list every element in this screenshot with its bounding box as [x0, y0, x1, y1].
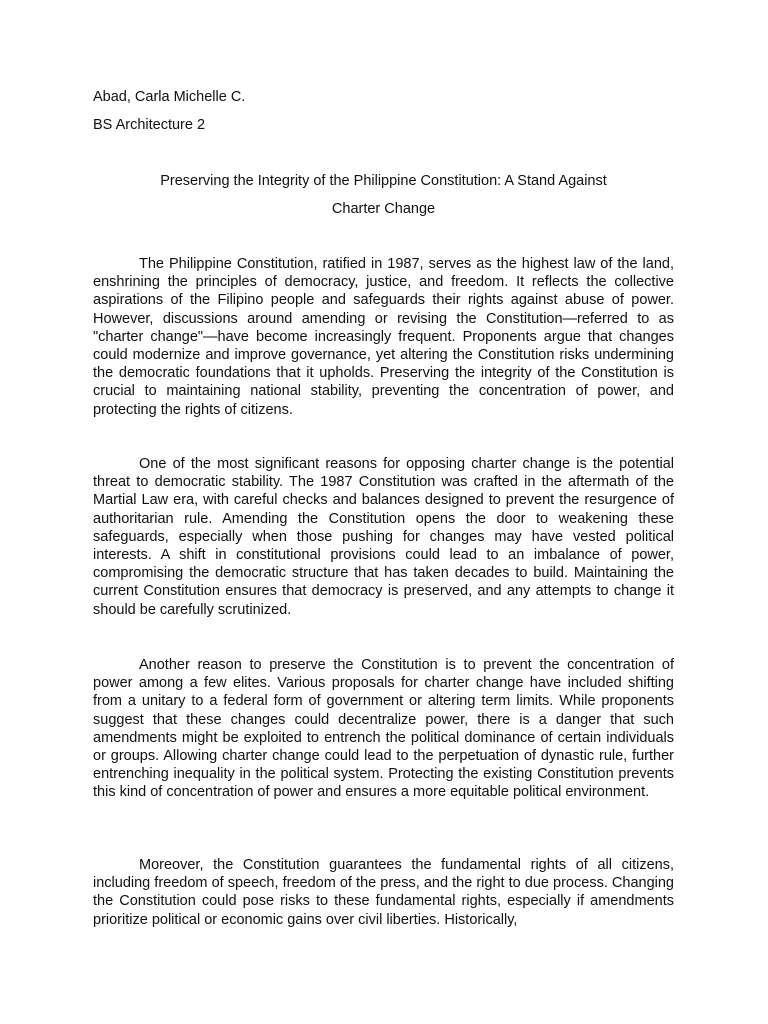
paragraph-2: One of the most significant reasons for opposing charter change is the potential threat to democratic stability. The 1987 Constitution was crafted in the aftermath of the Martial Law era, with careful checks and balances designed to prevent the resurgence of authoritarian rule. Amending the Constitution opens the door to weakening these safeguards, especially when those pushing for changes may have vested political interests. A shift in constitutional provisions could lead to an imbalance of power, compromising the democratic structure that has taken decades to build. Maintaining the current Constitution ensures that democracy is preserved, and any attempts to change it should be carefully scrutinized. — [93, 456, 674, 618]
paragraph-4: Moreover, the Constitution guarantees the fundamental rights of all citizens, including freedom of speech, freedom of the press, and the right to due process. Changing the Constitution could pose risks to these fundamental rights, especially if amendments prioritize political or economic gains over civil liberties. Historically, — [93, 857, 674, 928]
essay-title-line-1: Preserving the Integrity of the Philippine Constitution: A Stand Against — [160, 173, 607, 189]
author-name: Abad, Carla Michelle C. — [93, 89, 246, 105]
program-year: BS Architecture 2 — [93, 117, 206, 133]
paragraph-3: Another reason to preserve the Constitution is to prevent the concentration of power among a few elites. Various proposals for charter change have included shifting from a unitary to a federal form of government or altering term limits. While proponents suggest that these changes could decentralize power, there is a danger that such amendments might be exploited to entrench the political dominance of certain individuals or groups. Allowing charter change could lead to the perpetuation of dynastic rule, further entrenching inequality in the political system. Protecting the existing Constitution prevents this kind of concentration of power and ensures a more equitable political environment. — [93, 657, 674, 801]
paragraph-1: The Philippine Constitution, ratified in 1987, serves as the highest law of the land, enshrining the principles of democracy, justice, and freedom. It reflects the collective aspirations of the Filipino people and safeguards their rights against abuse of power. However, discussions around amending or revising the Constitution—referred to as "charter change"—have become increasingly frequent. Proponents argue that changes could modernize and improve governance, yet altering the Constitution risks undermining the democratic foundations that it upholds. Preserving the integrity of the Constitution is crucial to maintaining national stability, preventing the concentration of power, and protecting the rights of citizens. — [93, 256, 674, 418]
essay-title-line-2: Charter Change — [331, 201, 436, 217]
